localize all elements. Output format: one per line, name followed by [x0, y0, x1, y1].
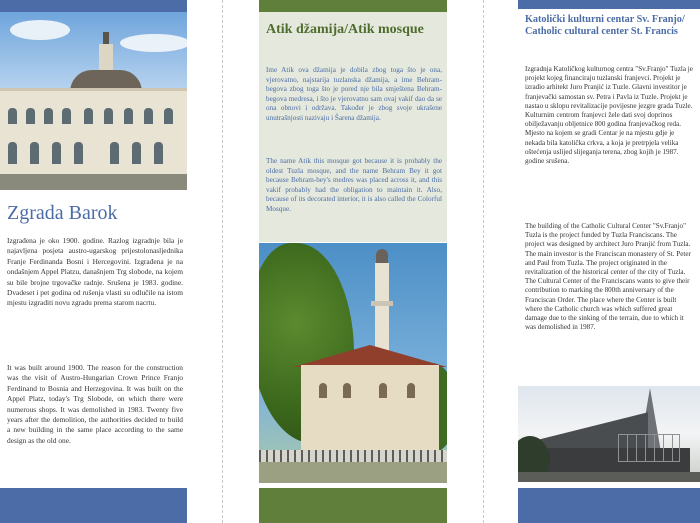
- fold-line-right: [483, 0, 484, 523]
- top-accent-bar: [518, 0, 700, 9]
- atik-title: Atik džamija/Atik mosque: [266, 22, 424, 37]
- barok-text-bosnian: Izgrađena je oko 1900. godine. Razlog izgradnje bila je najavljena posjeta austro-ugarskog prijestolonasljednika Franje Ferdinanda Bosni i Hercegovini. Izgrađena je na ondašnjem Appel Platzu, današnjem Trg slobode, na kojem su bile brojne trgovačke radnje. Srušena je 1983. godine. Dvadeset i pet godina od rušenja vlasti su odlučile na istom mjestu izgraditi novu zgradu prema starom nacrtu.: [7, 236, 183, 308]
- bottom-accent-bar: [0, 488, 187, 523]
- top-accent-bar: [0, 0, 187, 12]
- catholic-center-photo: [518, 386, 700, 482]
- top-accent-bar: [259, 0, 447, 12]
- barok-building-photo: [0, 12, 187, 190]
- barok-title: Zgrada Barok: [7, 202, 118, 224]
- catholic-center-title: Katolički kulturni centar Sv. Franjo/ Catholic cultural center St. Francis: [525, 14, 685, 38]
- atik-mosque-photo: [259, 243, 447, 483]
- barok-text-english: It was built around 1900. The reason for the construction was the visit of Austro-Hungarian Crown Prince Franjo Ferdinand to Bosnia and Herzegovina. It was built on the Appel Platz, today's Trg Slobode, on which there were numerous shops. It was demolished in 1983. Twenty five years after the demolition, the authorities decided to build a new building in the same place according to the same design as the old one.: [7, 363, 183, 445]
- catholic-text-english: The building of the Catholic Cultural Center "Sv.Franjo" Tuzla is the project funded by Tuzla Franciscans. The project was designed by architect Juro Pranjić from Tuzla. The main investor is the Franciscan monastery of St. Peter and Paul from Tuzla. The project originated in the revitalization of the historical center of the city of Tuzla. The Cultural Center of the Franciscans wants to give their contribution to marking the 800th anniversary of the Franciscan Order. The place where the Center is built where the Catholic church was which suffered great damage due to the sinking of the terrain, due to which it was demolished in 1987.: [525, 222, 691, 332]
- panel-left: [0, 0, 187, 523]
- panel-right: [518, 0, 700, 523]
- bottom-accent-bar: [518, 488, 700, 523]
- fold-line-left: [222, 0, 223, 523]
- atik-text-english: The name Atik this mosque got because it is probably the oldest Tuzla mosque, and the name Behram Bey it got because Behram-bey's medres was placed across it, and this vakif probably had the obligation to maintain it. Also, because of its decorated interior, it is also called the Colorful Mosque.: [266, 157, 442, 213]
- bottom-accent-bar: [259, 488, 447, 523]
- atik-text-bosnian: Ime Atik ova džamija je dobila zbog toga što je ona, vjerovatno, najstarija tuzlanska džamija, a ime Behram-begova zbog toga što je pored nje bila smještena Behram-begova medresa, i što je vjerovatno sam ovaj vakif dao da se ona obnovi i održava. Također je zbog svoje ukrašene unutrašnjosti nazivaju i Šarena džamija.: [266, 66, 442, 122]
- panel-middle: [259, 0, 447, 523]
- catholic-text-bosnian: Izgradnja Katoličkog kulturnog centra "Sv.Franjo" Tuzla je projekt kojeg financiraju tuzlanski franjevci. Projekt je izradio arhitekt Juro Pranjić iz Tuzle. Glavni investitor je franjevački samostan sv. Petra i Pavla iz Tuzle. Projekt je nastao u sklopu revitalizacije povijesne jezgre grada Tuzle. Kulturnim centrom franjevci žele dati svoj doprinos obilježavanju obljetnice 800 godina franjevačkog reda. Mjesto na kojem se gradi Centar je na mjestu gdje je nekada bila katolička crkva, a koja je pretrpjela velika oštećenja uslijed slijeganja terena, zbog kojih je 1987. godine srušena.: [525, 65, 693, 166]
